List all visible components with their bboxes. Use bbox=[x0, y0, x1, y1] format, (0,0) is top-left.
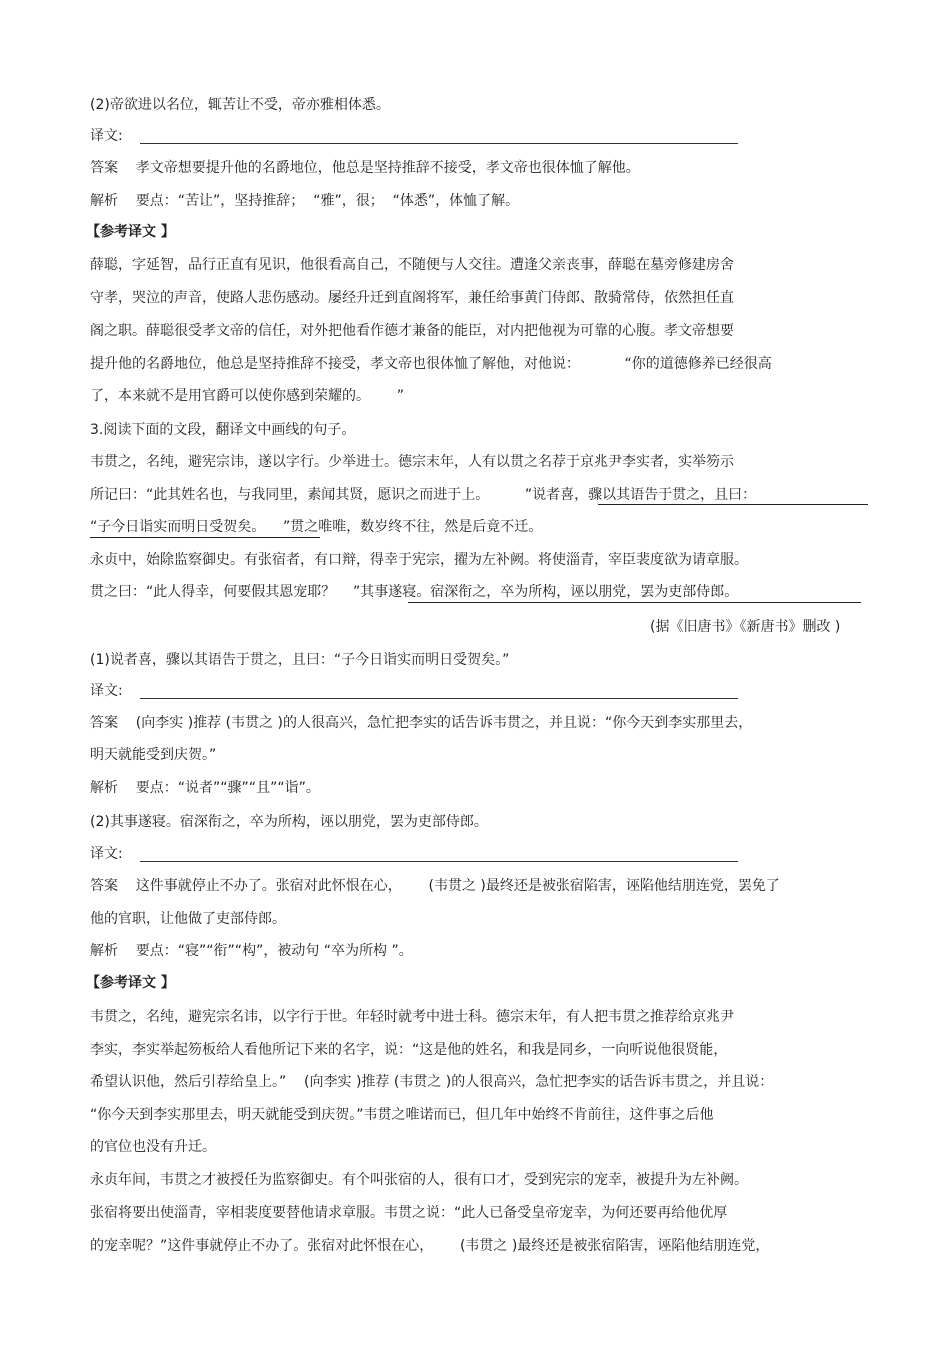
q1-question: (1)说者喜，骤以其语告于贯之，且曰：“子今日诣实而明日受贺矣。” bbox=[90, 652, 510, 668]
answer-text: 答案 孝文帝想要提升他的名爵地位，他总是坚持推辞不接受，孝文帝也很体恤了解他。 bbox=[90, 160, 640, 176]
answer-text-continued: 他的官职，让他做了吏部侍郎。 bbox=[90, 911, 286, 927]
passage-line: 贯之曰：“此人得幸，何要假其恩宠耶？ ”其事遂寝。宿深衔之，卒为所构，诬以朋党，罢为吏部侍郎。 bbox=[90, 584, 739, 600]
analysis-text: 解析 要点：“寝”“衔”“构”，被动句 “卒为所构 ”。 bbox=[90, 943, 413, 959]
q2-question: (2)帝欲进以名位，辄苦让不受，帝亦雅相体悉。 bbox=[90, 97, 390, 113]
translate-label: 译文: bbox=[90, 846, 123, 862]
ref-line: 的宠幸呢？”这件事就停止不办了。张宿对此怀恨在心， (韦贯之 )最终还是被张宿陷害，诬陷他结朋连党， bbox=[90, 1238, 770, 1254]
answer-blank-line bbox=[140, 861, 738, 862]
ref-line: 守孝，哭泣的声音，使路人悲伤感动。屡经升迁到直阁将军，兼任给事黄门侍郎、散骑常侍，依然担任直 bbox=[90, 290, 734, 306]
reference-translation-heading: 【参考译文 】 bbox=[86, 975, 175, 991]
passage-line: “子今日诣实而明日受贺矣。 ”贯之唯唯，数岁终不往，然是后竟不迁。 bbox=[90, 519, 543, 535]
answer-blank-line bbox=[140, 698, 738, 699]
passage-line: 所记曰：“此其姓名也，与我同里，素闻其贤，愿识之而进于上。 ”说者喜，骤以其语告于贯之，且曰： bbox=[90, 487, 757, 503]
translate-label: 译文: bbox=[90, 683, 123, 699]
ref-line: 韦贯之，名纯，避宪宗名讳，以字行于世。年轻时就考中进士科。德宗末年，有人把韦贯之推荐给京兆尹 bbox=[90, 1009, 734, 1025]
ref-line: 薛聪，字延智，品行正直有见识，他很看高自己，不随便与人交往。遭逢父亲丧事，薛聪在墓旁修建房舍 bbox=[90, 257, 734, 273]
passage-underline bbox=[408, 602, 861, 603]
ref-line: 永贞年间，韦贯之才被授任为监察御史。有个叫张宿的人，很有口才，受到宪宗的宠幸，被提升为左补阙。 bbox=[90, 1172, 748, 1188]
answer-blank-line bbox=[140, 143, 738, 144]
passage-line: 韦贯之，名纯，避宪宗讳，遂以字行。少举进士。德宗末年，人有以贯之名荐于京兆尹李实者，实举笏示 bbox=[90, 454, 734, 470]
question-3-title: 3.阅读下面的文段，翻译文中画线的句子。 bbox=[90, 422, 356, 438]
ref-line: 阁之职。薛聪很受孝文帝的信任，对外把他看作德才兼备的能臣，对内把他视为可靠的心腹。孝文帝想要 bbox=[90, 323, 734, 339]
answer-text: 答案 (向李实 )推荐 (韦贯之 )的人很高兴，急忙把李实的话告诉韦贯之，并且说：“你今天到李实那里去， bbox=[90, 715, 753, 731]
passage-underline bbox=[598, 504, 868, 505]
analysis-text: 解析 要点：“苦让”，坚持推辞； “雅”，很； “体悉”，体恤了解。 bbox=[90, 193, 520, 209]
translate-label: 译文: bbox=[90, 128, 123, 144]
passage-line: 永贞中，始除监察御史。有张宿者，有口辩，得幸于宪宗，擢为左补阙。将使淄青，宰臣裴度欲为请章服。 bbox=[90, 552, 748, 568]
ref-line: “你今天到李实那里去，明天就能受到庆贺。”韦贯之唯诺而已，但几年中始终不肯前往，这件事之后他 bbox=[90, 1107, 714, 1123]
ref-line: 的官位也没有升迁。 bbox=[90, 1139, 216, 1155]
ref-line: 张宿将要出使淄青，宰相裴度要替他请求章服。韦贯之说：“此人已备受皇帝宠幸，为何还要再给他优厚 bbox=[90, 1205, 728, 1221]
answer-text-continued: 明天就能受到庆贺。” bbox=[90, 747, 217, 763]
ref-line: 希望认识他，然后引荐给皇上。” (向李实 )推荐 (韦贯之 )的人很高兴，急忙把李实的话告诉韦贯之，并且说： bbox=[90, 1074, 774, 1090]
ref-line: 了，本来就不是用官爵可以使你感到荣耀的。 ” bbox=[90, 388, 404, 404]
answer-text: 答案 这件事就停止不办了。张宿对此怀恨在心， (韦贯之 )最终还是被张宿陷害，诬陷他结朋连党，罢免了 bbox=[90, 878, 780, 894]
ref-line: 提升他的名爵地位，他总是坚持推辞不接受，孝文帝也很体恤了解他，对他说： “你的道德修养已经很高 bbox=[90, 356, 772, 372]
reference-translation-heading: 【参考译文 】 bbox=[86, 224, 175, 240]
analysis-text: 解析 要点：“说者”“骤”“且”“诣”。 bbox=[90, 780, 320, 796]
ref-line: 李实，李实举起笏板给人看他所记下来的名字，说：“这是他的姓名，和我是同乡，一向听说他很贤能， bbox=[90, 1042, 728, 1058]
passage-underline bbox=[90, 537, 320, 538]
q2-question: (2)其事遂寝。宿深衔之，卒为所构，诬以朋党，罢为吏部侍郎。 bbox=[90, 814, 488, 830]
source-citation: (据《旧唐书》《新唐书》删改 ) bbox=[650, 619, 841, 635]
